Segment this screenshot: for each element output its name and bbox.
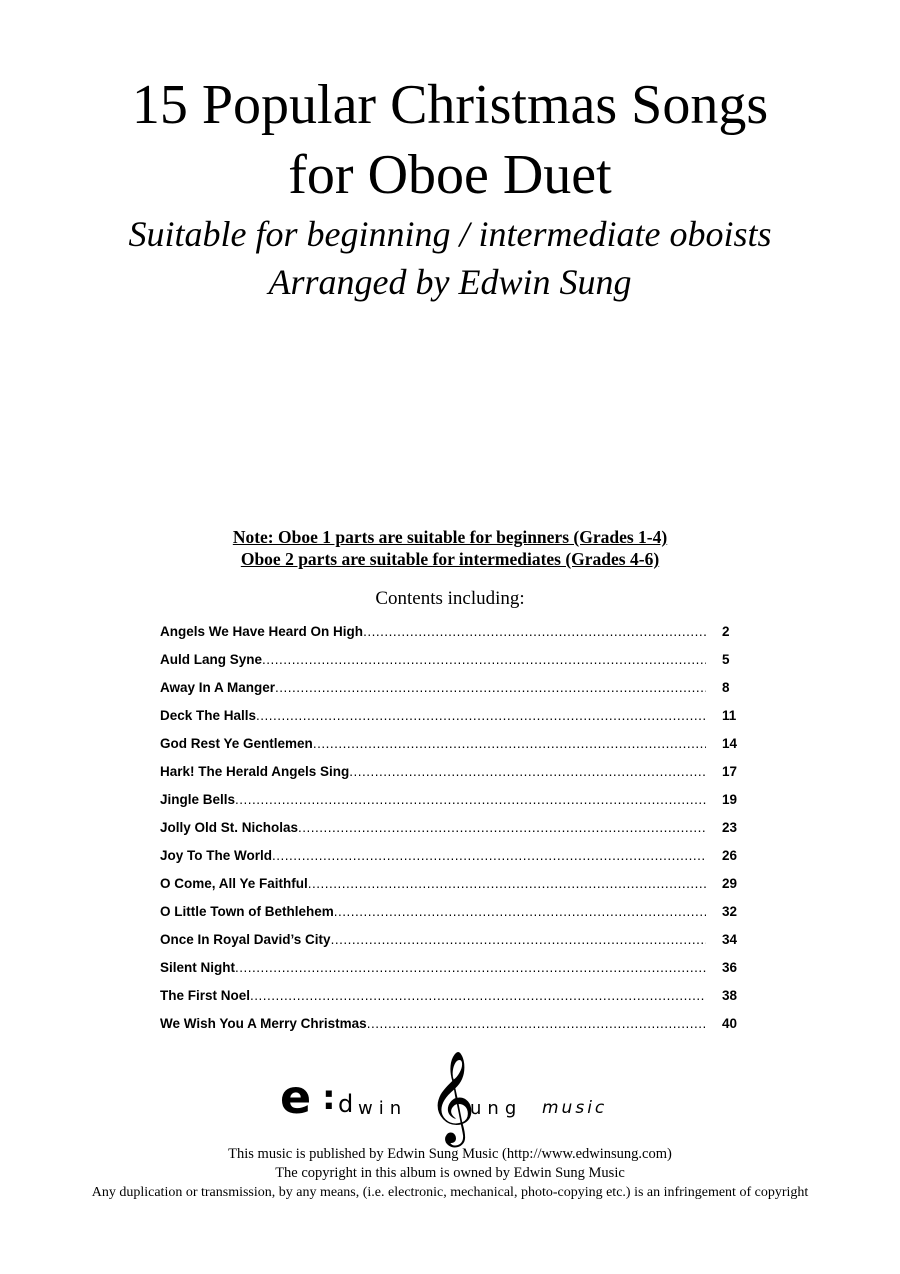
toc-song-title: God Rest Ye Gentlemen	[160, 736, 313, 751]
toc-song-title: Away In A Manger	[160, 680, 276, 695]
toc-dot-leader	[334, 904, 706, 919]
edwin-sung-music-logo	[280, 1052, 620, 1142]
title-block	[0, 70, 900, 306]
toc-row	[160, 876, 752, 904]
logo-colon: :	[322, 1078, 336, 1118]
toc-page-number: 26	[722, 848, 738, 863]
toc-row	[160, 708, 752, 736]
toc-dot-leader	[235, 960, 706, 975]
logo-win: win	[358, 1098, 408, 1119]
logo-ung: ung	[470, 1098, 523, 1119]
copyright-footer	[0, 1145, 900, 1202]
toc-page-number: 29	[722, 876, 738, 891]
toc-page-number: 2	[722, 624, 730, 639]
toc-row	[160, 792, 752, 820]
toc-song-title: The First Noel	[160, 988, 251, 1003]
toc-row	[160, 680, 752, 708]
toc-page-number: 34	[722, 932, 738, 947]
footer-infringement: Any duplication or transmission, by any means, (i.e. electronic, mechanical, photo-copying etc.) is an infringement of copyright	[91, 1185, 809, 1200]
toc-dot-leader	[272, 848, 706, 863]
toc-dot-leader	[275, 680, 706, 695]
toc-song-title: Once In Royal David’s City	[160, 932, 331, 947]
toc-song-title: Angels We Have Heard On High	[160, 624, 364, 639]
toc-song-title: O Come, All Ye Faithful	[160, 876, 308, 891]
toc-page-number: 5	[722, 652, 730, 667]
toc-page-number: 11	[722, 708, 737, 723]
toc-page-number: 8	[722, 680, 730, 695]
toc-row	[160, 624, 752, 652]
logo-music: music	[542, 1098, 608, 1118]
toc-page-number: 36	[722, 960, 738, 975]
toc-song-title: Jolly Old St. Nicholas	[160, 820, 299, 835]
toc-dot-leader	[313, 736, 706, 751]
toc-song-title: Jingle Bells	[160, 792, 236, 807]
toc-song-title: Hark! The Herald Angels Sing	[160, 764, 350, 779]
toc-row	[160, 960, 752, 988]
subtitle-arranger: Arranged by Edwin Sung	[268, 262, 632, 302]
toc-page-number: 14	[722, 736, 738, 751]
toc-row	[160, 764, 752, 792]
toc-row	[160, 848, 752, 876]
toc-song-title: We Wish You A Merry Christmas	[160, 1016, 367, 1031]
toc-song-title: Joy To The World	[160, 848, 273, 863]
page-title-line-2: for Oboe Duet	[288, 144, 612, 206]
toc-page-number: 32	[722, 904, 738, 919]
toc-page-number: 17	[722, 764, 738, 779]
toc-row	[160, 820, 752, 848]
grade-notes	[0, 526, 900, 570]
contents-heading: Contents including:	[375, 588, 525, 609]
toc-row	[160, 736, 752, 764]
toc-dot-leader	[250, 988, 706, 1003]
toc-dot-leader	[262, 652, 706, 667]
treble-clef-icon: 𝄞	[428, 1050, 476, 1143]
toc-row	[160, 904, 752, 932]
subtitle-audience: Suitable for beginning / intermediate oboists	[128, 214, 772, 254]
toc-dot-leader	[298, 820, 706, 835]
logo-d: d	[338, 1090, 354, 1118]
toc-dot-leader	[256, 708, 706, 723]
toc-song-title: O Little Town of Bethlehem	[160, 904, 334, 919]
toc-row	[160, 652, 752, 680]
toc-dot-leader	[235, 792, 706, 807]
footer-copyright: The copyright in this album is owned by Edwin Sung Music	[275, 1165, 625, 1181]
page-title-line-1: 15 Popular Christmas Songs	[131, 74, 769, 136]
toc-row	[160, 1016, 752, 1044]
toc-page-number: 19	[722, 792, 738, 807]
toc-dot-leader	[363, 624, 706, 639]
toc-dot-leader	[349, 764, 706, 779]
toc-song-title: Silent Night	[160, 960, 235, 975]
note-oboe-2: Oboe 2 parts are suitable for intermediates (Grades 4-6)	[240, 549, 660, 569]
footer-publisher: This music is published by Edwin Sung Music (http://www.edwinsung.com)	[228, 1146, 672, 1162]
toc-page-number: 38	[722, 988, 738, 1003]
table-of-contents	[160, 624, 752, 1044]
toc-row	[160, 932, 752, 960]
toc-dot-leader	[331, 932, 706, 947]
toc-page-number: 40	[722, 1016, 738, 1031]
toc-song-title: Deck The Halls	[160, 708, 257, 723]
toc-dot-leader	[367, 1016, 706, 1031]
toc-dot-leader	[308, 876, 706, 891]
toc-row	[160, 988, 752, 1016]
toc-song-title: Auld Lang Syne	[160, 652, 263, 667]
logo-e: e	[280, 1070, 312, 1124]
toc-page-number: 23	[722, 820, 738, 835]
note-oboe-1: Note: Oboe 1 parts are suitable for beginners (Grades 1-4)	[232, 527, 668, 547]
